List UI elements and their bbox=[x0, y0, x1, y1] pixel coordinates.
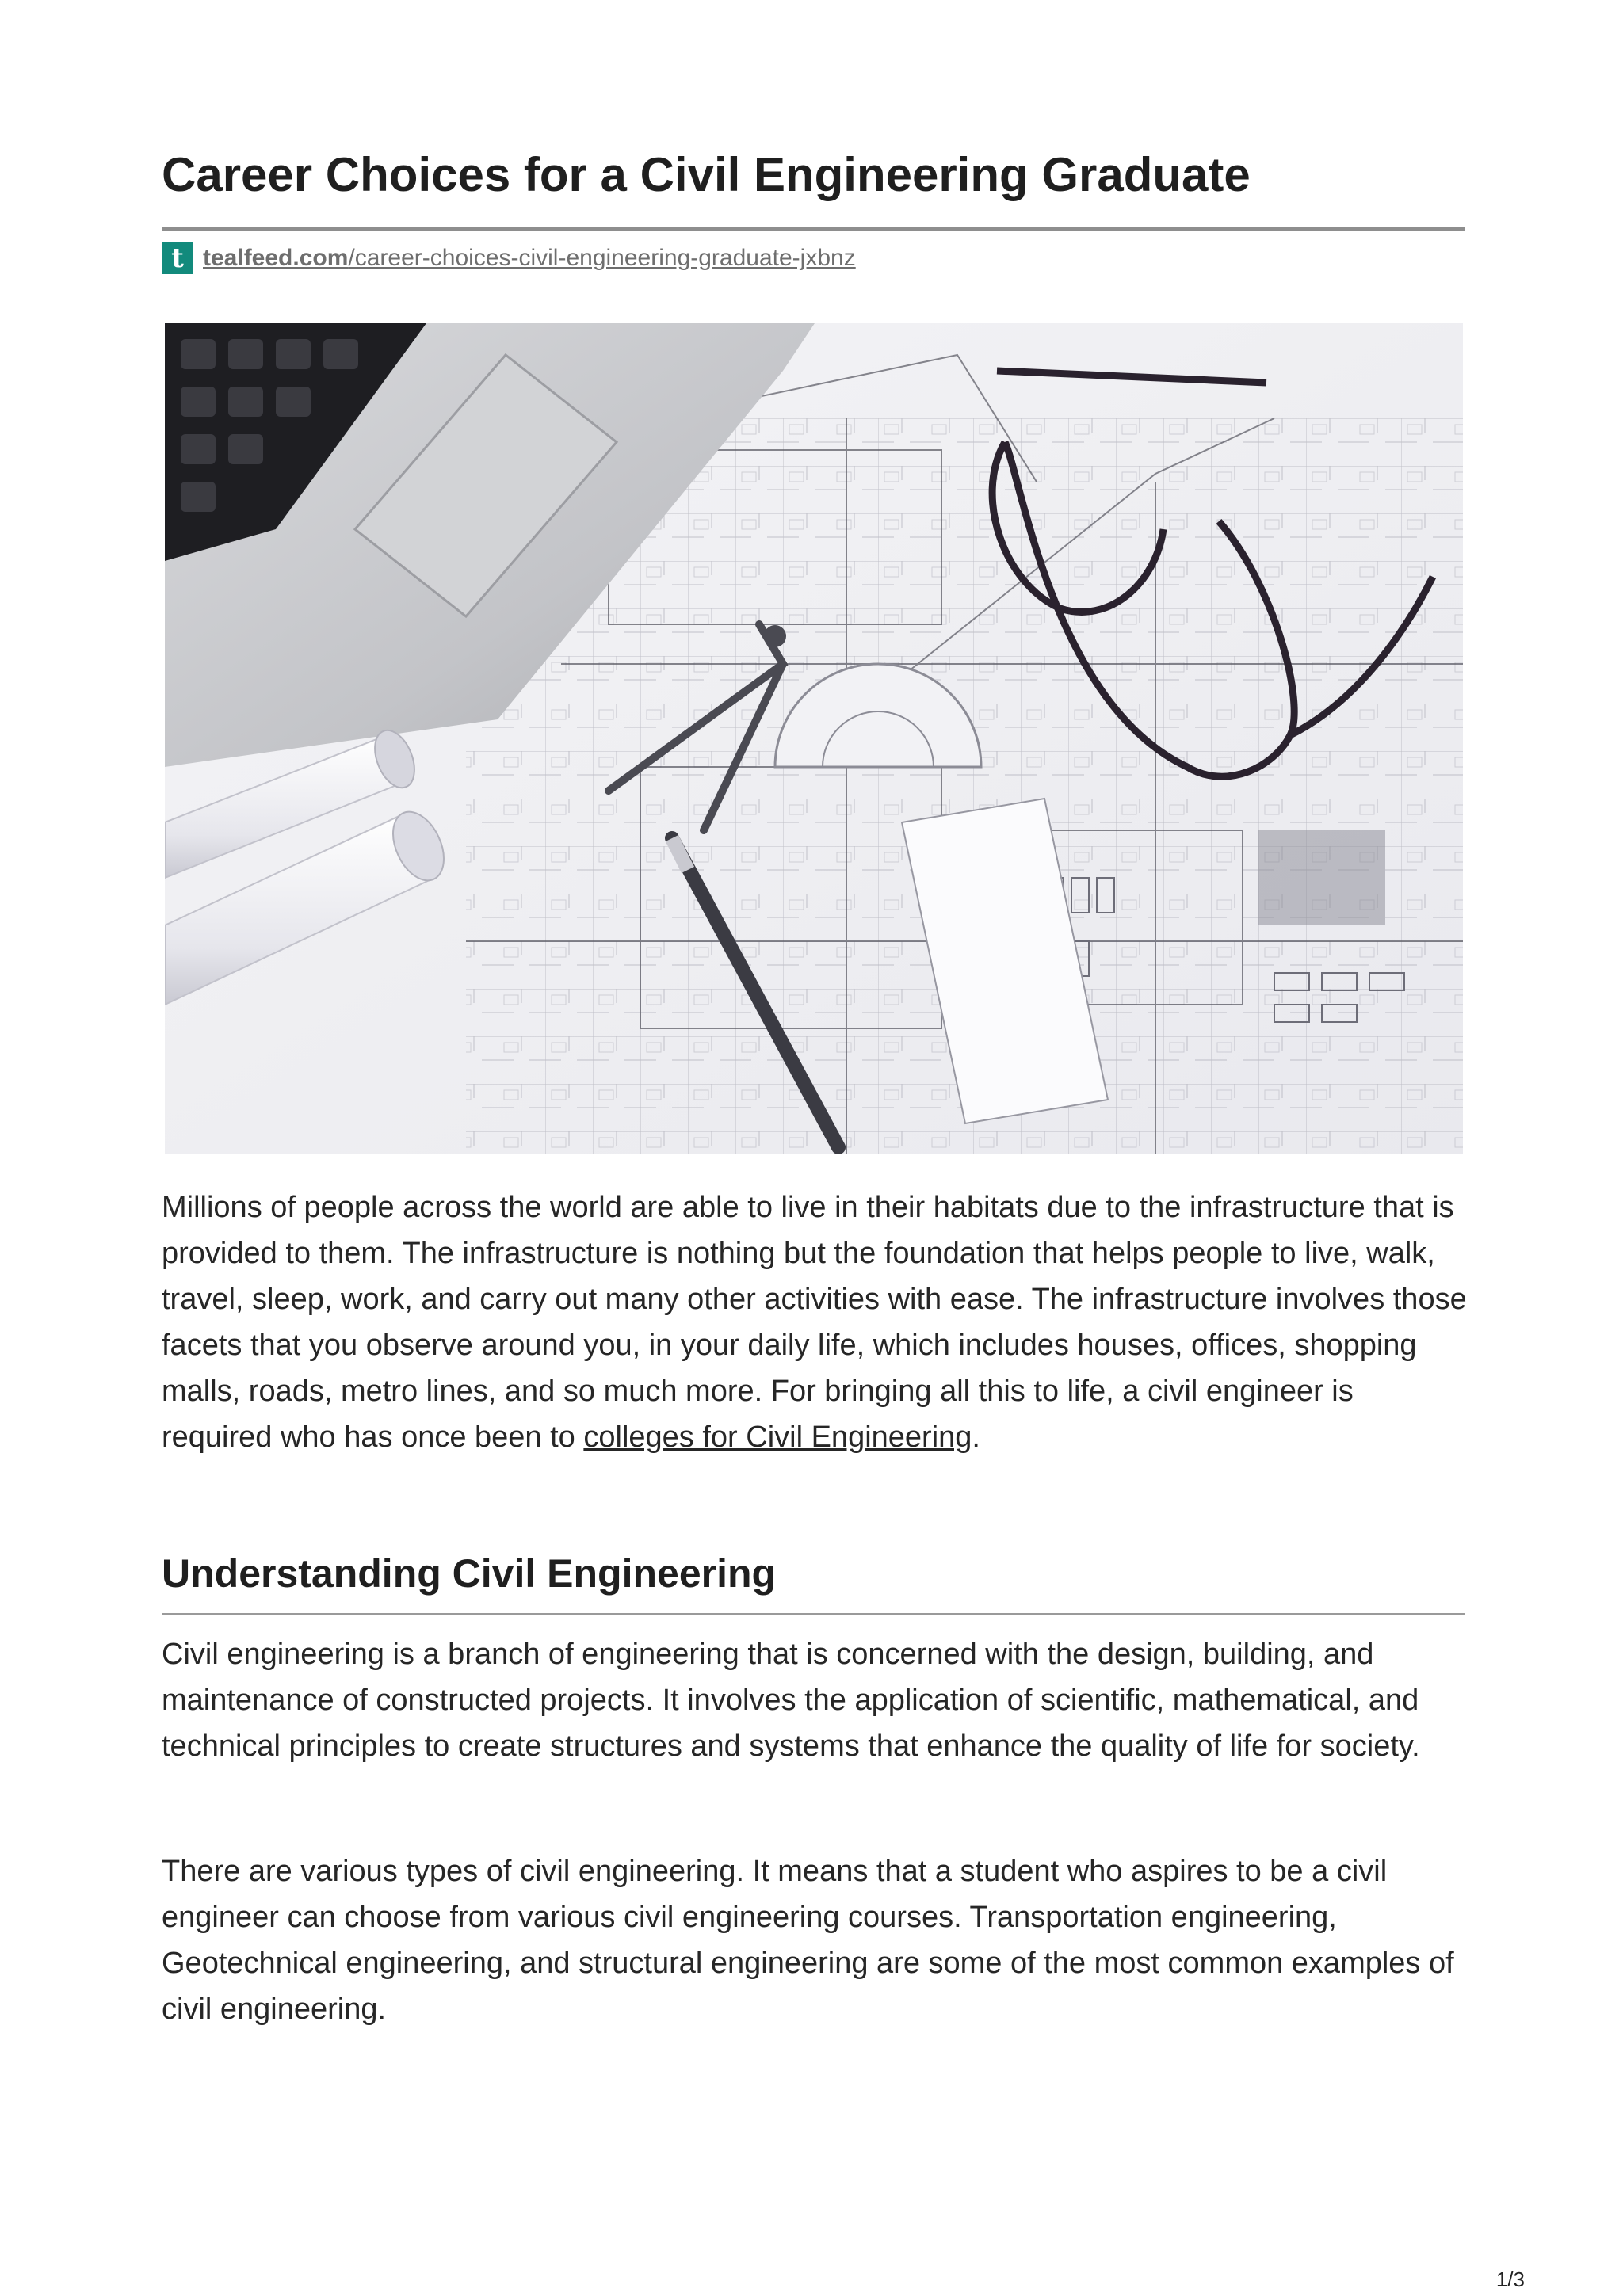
source-path: /career-choices-civil-engineering-graduate-jxbnz bbox=[348, 245, 856, 271]
title-divider bbox=[162, 227, 1465, 231]
section-heading: Understanding Civil Engineering bbox=[162, 1551, 777, 1596]
article-title: Career Choices for a Civil Engineering Graduate bbox=[162, 148, 1251, 201]
colleges-link[interactable]: colleges for Civil Engineering bbox=[583, 1421, 972, 1454]
source-line bbox=[162, 242, 856, 274]
intro-paragraph bbox=[162, 1184, 1469, 1460]
page-number: 1/3 bbox=[1495, 2267, 1525, 2291]
section-paragraph-1: Civil engineering is a branch of engineering that is concerned with the design, building, and maintenance of constructed projects. It involves the application of scientific, mathematical, and technical principles to create structures and systems that enhance the quality of life for society. bbox=[162, 1638, 1420, 1763]
intro-text-end: . bbox=[972, 1421, 980, 1454]
source-link[interactable] bbox=[203, 245, 856, 272]
section-paragraph-2: There are various types of civil engineering. It means that a student who aspires to be a civil engineer can choose from various civil engineering courses. Transportation engineering, Geotechnical engineering, and structural engineering are some of the most common examples of civil engineering. bbox=[162, 1855, 1454, 2026]
tealfeed-logo-icon: t bbox=[162, 242, 193, 274]
source-domain: tealfeed.com bbox=[203, 245, 349, 271]
intro-text: Millions of people across the world are able to live in their habitats due to the infrastructure that is provided to them. The infrastructure is nothing but the foundation that helps people to live, walk, travel, sleep, work, and carry out many other activities with ease. The infrastructure involves those facets that you observe around you, in your daily life, which includes houses, offices, shopping malls, roads, metro lines, and so much more. For bringing all this to life, a civil engineer is required who has once been to bbox=[162, 1191, 1467, 1454]
section-divider bbox=[162, 1613, 1465, 1615]
hero-image bbox=[165, 323, 1463, 1154]
